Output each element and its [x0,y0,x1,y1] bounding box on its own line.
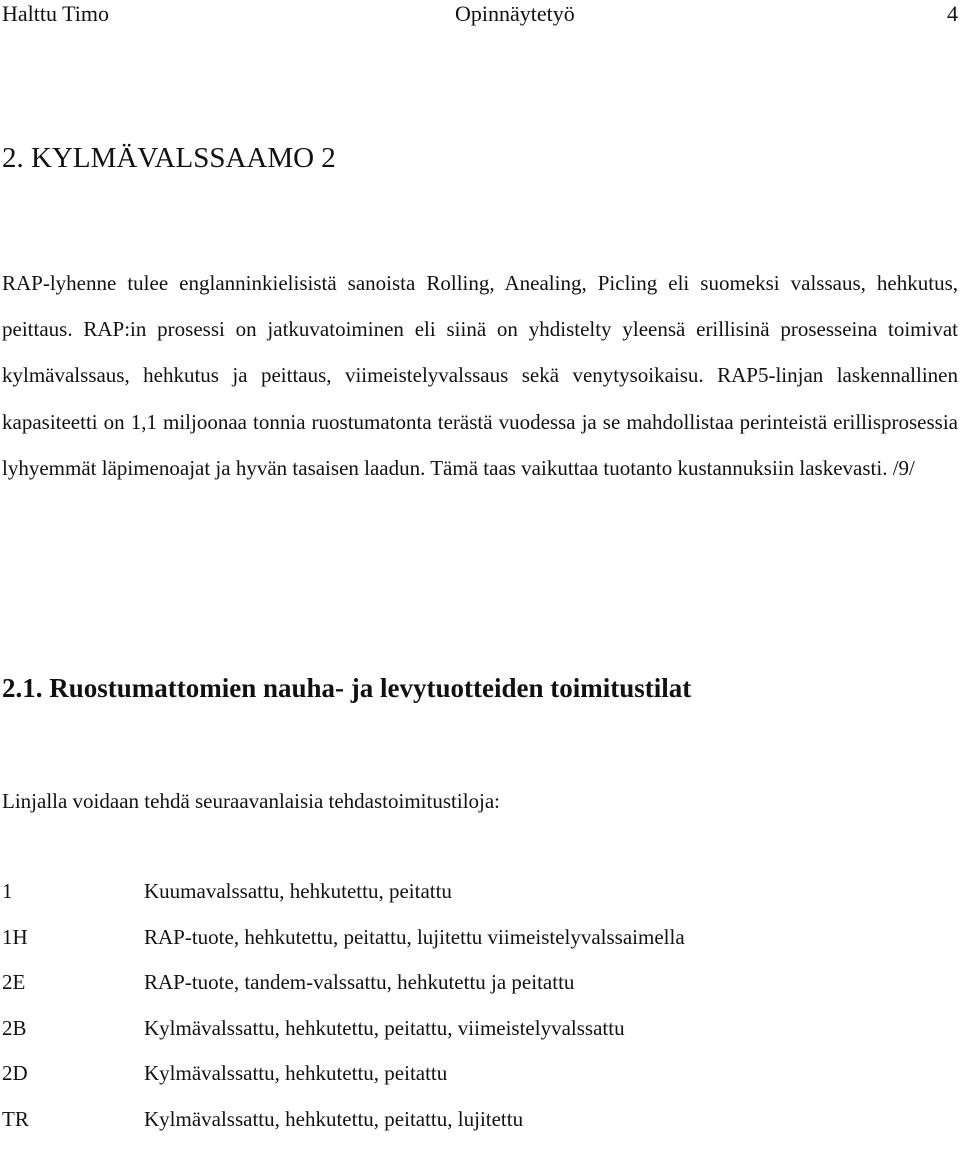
list-item [2,967,942,1013]
finish-description: Kylmävalssattu, hehkutettu, peitattu [144,1061,448,1086]
list-item [2,1013,942,1059]
finish-code: TR [2,1106,29,1131]
list-item [2,876,942,922]
subsection-heading: 2.1. Ruostumattomien nauha- ja levytuotteiden toimitustilat [2,673,692,703]
section-heading: 2. KYLMÄVALSSAAMO 2 [2,142,336,174]
finish-code: 1H [2,924,28,949]
finish-condition-list [2,876,942,1150]
finish-code: 2E [2,970,26,995]
finish-description: Kylmävalssattu, hehkutettu, peitattu, lujitettu [144,1106,524,1131]
finish-code: 2D [2,1061,28,1086]
page-header [0,0,960,30]
finish-description: RAP-tuote, hehkutettu, peitattu, lujitettu viimeistelyvalssaimella [144,924,685,949]
finish-description: RAP-tuote, tandem-valssattu, hehkutettu ja peitattu [144,970,575,995]
finish-description: Kylmävalssattu, hehkutettu, peitattu, viimeistelyvalssattu [144,1015,625,1040]
header-author: Halttu Timo [2,1,109,26]
header-document-type: Opinnäytetyö [455,1,575,26]
list-item [2,922,942,968]
section-paragraph: RAP-lyhenne tulee englanninkielisistä sanoista Rolling, Anealing, Picling eli suomeksi valssaus, hehkutus, peittaus. RAP:in prosessi on jatkuvatoiminen eli siinä on yhdistelty yleensä erillisinä prosesseina toimivat kylmävalssaus, hehkutus ja peittaus, viimeistelyvalssaus sekä venytysoikaisu. RAP5-linjan laskennallinen kapasiteetti on 1,1 miljoonaa tonnia ruostumatonta terästä vuodessa ja se mahdollistaa perinteistä erillisprosessia lyhyemmät läpimenoajat ja hyvän tasaisen laadun. Tämä taas vaikuttaa tuotanto kustannuksiin laskevasti. /9/ [2,271,958,480]
subsection-intro: Linjalla voidaan tehdä seuraavanlaisia tehdastoimitustiloja: [2,789,501,813]
page-number: 4 [947,1,958,26]
finish-code: 2B [2,1015,27,1040]
finish-code: 1 [2,879,13,903]
finish-description: Kuumavalssattu, hehkutettu, peitattu [144,879,452,903]
list-item [2,1104,942,1150]
list-item [2,1058,942,1104]
